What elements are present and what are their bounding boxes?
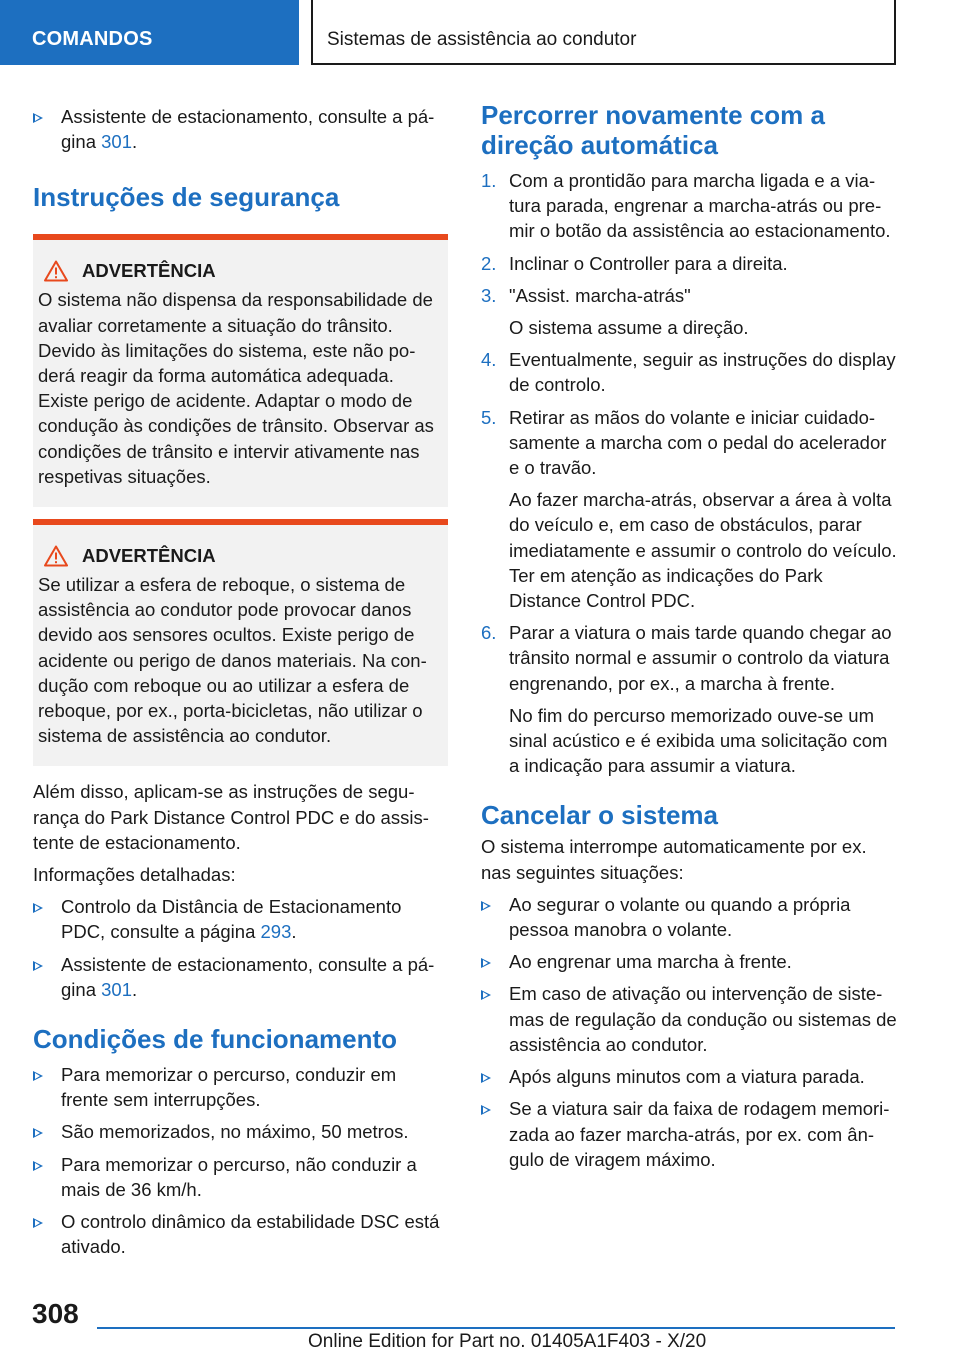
list-item: Ao segurar o volante ou quando a própria pessoa manobra o volante.	[481, 892, 897, 942]
triangle-bullet-icon	[33, 961, 43, 971]
warning-triangle-icon	[44, 260, 68, 282]
warning-box	[33, 234, 448, 507]
right-column	[481, 100, 897, 1172]
warning-title: ADVERTÊNCIA	[82, 260, 216, 282]
triangle-bullet-icon	[33, 1128, 43, 1138]
list-item: Para memorizar o percurso, conduzir em frente sem interrupções.	[33, 1062, 448, 1112]
list-item: Assistente de estacionamento, consulte a página 301.	[33, 952, 448, 1002]
list-item: Em caso de ativação ou intervenção de sistemas de regulação da condução ou sistemas de assistência ao condutor.	[481, 981, 897, 1057]
triangle-bullet-icon	[33, 113, 43, 123]
triangle-bullet-icon	[481, 1105, 491, 1115]
step-number: 4.	[481, 349, 497, 371]
step-item: 1. Com a prontidão para marcha ligada e a viatura parada, engrenar a marcha-atrás ou premir o botão da assistência ao estacionamento.	[481, 170, 891, 242]
triangle-bullet-icon	[481, 1073, 491, 1083]
header-chapter-tab	[311, 0, 896, 65]
list-item: O controlo dinâmico da estabilidade DSC está ativado.	[33, 1209, 448, 1259]
body-paragraph: Além disso, aplicam-se as instruções de segurança do Park Distance Control PDC e do assistente de estacionamento.	[33, 781, 429, 853]
triangle-bullet-icon	[33, 1071, 43, 1081]
warning-box	[33, 519, 448, 766]
list-item: Ao engrenar uma marcha à frente.	[481, 949, 897, 974]
body-paragraph: Informações detalhadas:	[33, 864, 236, 886]
step-number: 5.	[481, 406, 497, 428]
step-number: 6.	[481, 622, 497, 644]
header-section-tab	[0, 0, 299, 65]
triangle-bullet-icon	[481, 958, 491, 968]
safety-heading: Instruções de segurança	[33, 182, 340, 213]
auto-steering-heading: Percorrer novamente com a direção automática	[481, 100, 825, 160]
warning-text: O sistema não dispensa da responsabilidade de avaliar corretamente a situação do trânsito. Devido às limitações do sistema, este não poderá reagir da forma automática adequada. Existe perigo de acidente. Adaptar o modo de condução às condições de trânsito. Observar as condições de trânsito e intervir ativamente nas respetivas situações.	[38, 289, 434, 487]
step-note: O sistema assume a direção.	[509, 317, 749, 339]
page-link[interactable]: 301	[101, 978, 132, 1000]
list-item: Controlo da Distância de Estacionamento PDC, consulte a página 293.	[33, 894, 448, 944]
header-chapter-label: Sistemas de assistência ao condutor	[327, 29, 637, 50]
header-section-label: COMANDOS	[32, 28, 153, 50]
list-item: Assistente de estacionamento, consulte a página 301.	[33, 104, 448, 154]
footer-divider	[97, 1327, 895, 1329]
step-number: 1.	[481, 170, 497, 191]
page-link[interactable]: 301	[101, 131, 132, 153]
list-item: Se a viatura sair da faixa de rodagem memorizada ao fazer marcha-atrás, por ex. com ângulo de viragem máximo.	[481, 1096, 897, 1172]
warning-triangle-icon	[44, 545, 68, 567]
step-item: 4. Eventualmente, seguir as instruções do display de controlo.	[481, 349, 896, 396]
step-number: 3.	[481, 284, 497, 306]
triangle-bullet-icon	[33, 903, 43, 913]
page-number: 308	[32, 1298, 79, 1329]
list-item: Após alguns minutos com a viatura parada.	[481, 1064, 897, 1089]
step-item: 5. Retirar as mãos do volante e iniciar cuidadosamente a marcha com o pedal do acelerador e o travão. Ao fazer marcha-atrás, observar a área à volta do veículo e, em caso de obstáculos, parar imediatamente e assumir o controlo do veículo. Ter em atenção as indicações do Park Distance Control PDC.	[481, 405, 897, 614]
body-paragraph: O sistema interrompe automaticamente por ex. nas seguintes situações:	[481, 836, 867, 883]
triangle-bullet-icon	[481, 990, 491, 1000]
step-item: 6. Parar a viatura o mais tarde quando chegar ao trânsito normal e assumir o controlo da viatura engrenando, por ex., a marcha à frente. No fim do percurso memorizado ouve-se um sinal acústico e é exibida uma solicitação com a indicação para assumir a viatura.	[481, 620, 897, 778]
list-item: Para memorizar o percurso, não conduzir a mais de 36 km/h.	[33, 1152, 448, 1202]
triangle-bullet-icon	[481, 901, 491, 911]
step-item: 2. Inclinar o Controller para a direita.	[481, 251, 897, 276]
cancel-heading: Cancelar o sistema	[481, 800, 719, 831]
triangle-bullet-icon	[33, 1218, 43, 1228]
conditions-heading: Condições de funcionamento	[33, 1024, 398, 1055]
step-number: 2.	[481, 252, 497, 274]
page-link[interactable]: 293	[260, 921, 292, 943]
triangle-bullet-icon	[33, 1161, 43, 1171]
step-note: No fim do percurso memorizado ouve-se um sinal acústico e é exibida uma solicitação com a indicação para assumir a viatura.	[509, 704, 888, 777]
step-note: Ao fazer marcha-atrás, observar a área à volta do veículo e, em caso de obstáculos, parar imediatamente e assumir o controlo do veículo. Ter em atenção as indicações do Park Distance Control PDC.	[509, 489, 897, 612]
left-column	[33, 100, 448, 1260]
step-item: 3. "Assist. marcha-atrás" O sistema assume a direção.	[481, 283, 897, 340]
footer-edition-text: Online Edition for Part no. 01405A1F403 - X/20	[308, 1331, 707, 1352]
warning-text: Se utilizar a esfera de reboque, o sistema de assistência ao condutor pode provocar danos devido aos sensores ocultos. Existe perigo de acidente ou perigo de danos materiais. Na condução com reboque ou ao utilizar a esfera de reboque, por ex., porta-bicicletas, não utilizar o sistema de assistência ao condutor.	[38, 574, 427, 747]
list-item: São memorizados, no máximo, 50 metros.	[33, 1119, 448, 1144]
warning-title: ADVERTÊNCIA	[82, 545, 216, 567]
